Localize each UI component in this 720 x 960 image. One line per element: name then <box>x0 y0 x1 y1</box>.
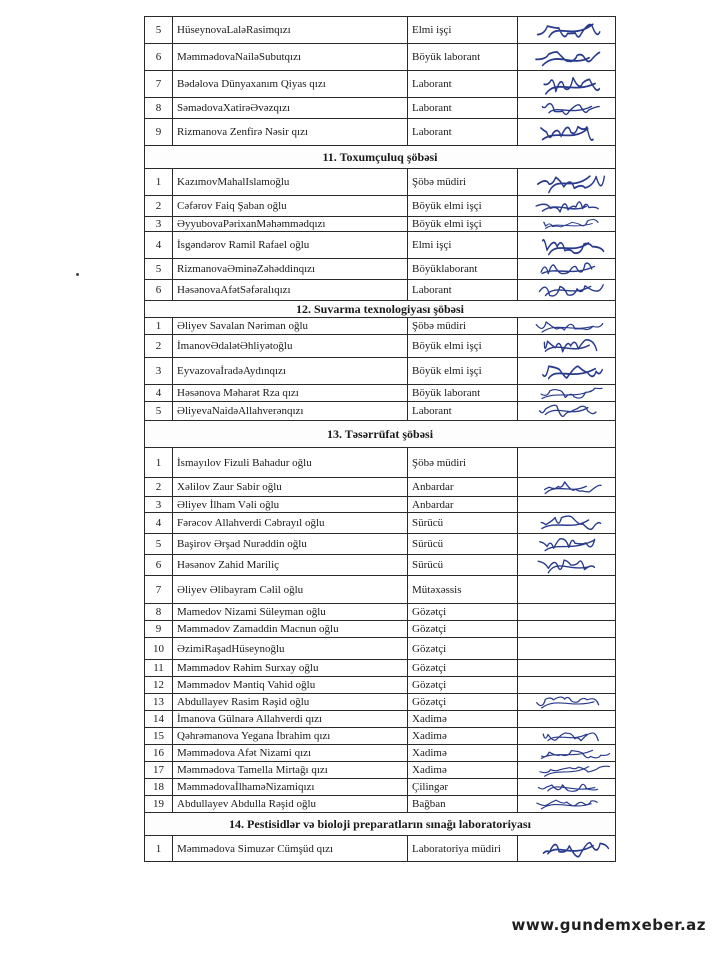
handwritten-signature <box>518 335 615 357</box>
employee-name: Həsənov Zahid Mariliç <box>173 555 408 576</box>
section-title: 11. Toxumçuluq şöbəsi <box>145 146 616 169</box>
employee-name: ƏyyubovaPərixanMəhəmmədqızı <box>173 217 408 232</box>
table-row <box>145 762 616 779</box>
signature-cell <box>518 259 616 280</box>
table-row <box>145 711 616 728</box>
table-row <box>145 534 616 555</box>
section-header-row <box>145 421 616 448</box>
position-title: Böyük elmi işçi <box>408 217 518 232</box>
position-title: Böyük laborant <box>408 44 518 71</box>
table-row <box>145 402 616 421</box>
employee-name: İmanova Gülnarə Allahverdi qızı <box>173 711 408 728</box>
employee-name: Bədəlova Dünyaxanım Qiyas qızı <box>173 71 408 98</box>
handwritten-signature <box>518 17 615 43</box>
employee-name: Məmmədov Rəhim Surxay oğlu <box>173 660 408 677</box>
row-number: 2 <box>145 335 173 358</box>
signature-cell <box>518 779 616 796</box>
signature-cell <box>518 745 616 762</box>
employee-name: Məmmədov Zamaddin Macnun oğlu <box>173 621 408 638</box>
position-title: Şöbə müdiri <box>408 318 518 335</box>
table-row <box>145 604 616 621</box>
row-number: 14 <box>145 711 173 728</box>
signature-cell <box>518 196 616 217</box>
row-number: 10 <box>145 638 173 660</box>
signature-cell <box>518 385 616 402</box>
row-number: 3 <box>145 358 173 385</box>
signature-cell <box>518 280 616 301</box>
position-title: Laboratoriya müdiri <box>408 836 518 862</box>
table-row <box>145 318 616 335</box>
position-title: Anbardar <box>408 497 518 513</box>
table-row <box>145 728 616 745</box>
table-row <box>145 796 616 813</box>
signature-cell <box>518 71 616 98</box>
employee-name: İmanovƏdalətƏhliyətoğlu <box>173 335 408 358</box>
employee-name: MəmmədovaNailəSubutqızı <box>173 44 408 71</box>
table-row <box>145 513 616 534</box>
row-number: 16 <box>145 745 173 762</box>
position-title: Gözətçi <box>408 660 518 677</box>
employee-name: ƏliyevaNaidəAllahverənqızı <box>173 402 408 421</box>
position-title: Böyük elmi işçi <box>408 335 518 358</box>
handwritten-signature <box>518 555 615 575</box>
table-row <box>145 677 616 694</box>
section-title: 14. Pestisidlər və bioloji preparatların sınağı laboratoriyası <box>145 813 616 836</box>
table-row <box>145 555 616 576</box>
signature-cell <box>518 17 616 44</box>
signature-cell <box>518 335 616 358</box>
table-row <box>145 836 616 862</box>
position-title: Gözətçi <box>408 621 518 638</box>
row-number: 1 <box>145 836 173 862</box>
signature-cell <box>518 402 616 421</box>
row-number: 18 <box>145 779 173 796</box>
handwritten-signature <box>518 259 615 279</box>
table-row <box>145 660 616 677</box>
section-header-row <box>145 146 616 169</box>
employee-name: ƏzimiRaşadHüseynoğlu <box>173 638 408 660</box>
signature-cell <box>518 98 616 119</box>
handwritten-signature <box>518 694 615 710</box>
signature-cell <box>518 660 616 677</box>
position-title: Laborant <box>408 71 518 98</box>
signature-cell <box>518 711 616 728</box>
position-title: Laborant <box>408 402 518 421</box>
table-row <box>145 17 616 44</box>
employee-name: RizmanovaƏminəZəhəddinqızı <box>173 259 408 280</box>
row-number: 7 <box>145 576 173 604</box>
table-row <box>145 232 616 259</box>
stray-ink-dot <box>76 273 79 276</box>
signature-cell <box>518 534 616 555</box>
position-title: Xadimə <box>408 711 518 728</box>
employee-name: Məmmədov Məntiq Vahid oğlu <box>173 677 408 694</box>
employee-name: Xəlilov Zaur Sabir oğlu <box>173 478 408 497</box>
handwritten-signature <box>518 119 615 145</box>
row-number: 6 <box>145 44 173 71</box>
row-number: 3 <box>145 497 173 513</box>
employee-name: Məmmədova Tamella Mirtağı qızı <box>173 762 408 779</box>
position-title: Sürücü <box>408 513 518 534</box>
table-row <box>145 44 616 71</box>
table-row <box>145 358 616 385</box>
signature-cell <box>518 318 616 335</box>
signature-cell <box>518 497 616 513</box>
table-row <box>145 497 616 513</box>
handwritten-signature <box>518 796 615 812</box>
handwritten-signature <box>518 44 615 70</box>
position-title: Bağban <box>408 796 518 813</box>
employee-name: Əliyev Əlibayram Cəlil oğlu <box>173 576 408 604</box>
row-number: 12 <box>145 677 173 694</box>
table-row <box>145 385 616 402</box>
handwritten-signature <box>518 217 615 231</box>
row-number: 5 <box>145 17 173 44</box>
row-number: 9 <box>145 621 173 638</box>
handwritten-signature <box>518 358 615 384</box>
staff-signature-table <box>144 16 616 862</box>
table-row <box>145 196 616 217</box>
employee-name: Məmmədova Simuzər Cümşüd qızı <box>173 836 408 862</box>
position-title: Xadimə <box>408 745 518 762</box>
position-title: Böyük elmi işçi <box>408 196 518 217</box>
row-number: 6 <box>145 280 173 301</box>
employee-name: Fərəcov Allahverdi Cəbrayıl oğlu <box>173 513 408 534</box>
position-title: Xadimə <box>408 728 518 745</box>
position-title: Çilingər <box>408 779 518 796</box>
table-row <box>145 98 616 119</box>
row-number: 8 <box>145 98 173 119</box>
row-number: 9 <box>145 119 173 146</box>
employee-name: Cəfərov Faiq Şaban oğlu <box>173 196 408 217</box>
position-title: Laborant <box>408 119 518 146</box>
row-number: 5 <box>145 534 173 555</box>
position-title: Sürücü <box>408 555 518 576</box>
table-body <box>145 17 616 862</box>
table-row <box>145 745 616 762</box>
handwritten-signature <box>518 402 615 420</box>
employee-name: Mamedov Nizami Süleyman oğlu <box>173 604 408 621</box>
signature-cell <box>518 119 616 146</box>
employee-name: KazımovMahalIslamoğlu <box>173 169 408 196</box>
row-number: 5 <box>145 402 173 421</box>
table-row <box>145 478 616 497</box>
row-number: 4 <box>145 513 173 534</box>
handwritten-signature <box>518 728 615 744</box>
employee-name: Abdullayev Abdulla Rəşid oğlu <box>173 796 408 813</box>
table-row <box>145 638 616 660</box>
position-title: Laborant <box>408 280 518 301</box>
position-title: Böyük laborant <box>408 385 518 402</box>
position-title: Anbardar <box>408 478 518 497</box>
row-number: 4 <box>145 385 173 402</box>
table-row <box>145 779 616 796</box>
position-title: Şöbə müdiri <box>408 169 518 196</box>
signature-cell <box>518 638 616 660</box>
row-number: 5 <box>145 259 173 280</box>
handwritten-signature <box>518 318 615 334</box>
signature-cell <box>518 448 616 478</box>
row-number: 11 <box>145 660 173 677</box>
position-title: Laborant <box>408 98 518 119</box>
position-title: Şöbə müdiri <box>408 448 518 478</box>
handwritten-signature <box>518 71 615 97</box>
handwritten-signature <box>518 534 615 554</box>
signature-cell <box>518 232 616 259</box>
row-number: 1 <box>145 318 173 335</box>
signature-cell <box>518 836 616 862</box>
handwritten-signature <box>518 513 615 533</box>
signature-cell <box>518 169 616 196</box>
employee-name: İsmayılov Fizuli Bahadur oğlu <box>173 448 408 478</box>
signature-cell <box>518 677 616 694</box>
position-title: Gözətçi <box>408 694 518 711</box>
row-number: 1 <box>145 169 173 196</box>
position-title: Böyüklaborant <box>408 259 518 280</box>
position-title: Sürücü <box>408 534 518 555</box>
signature-cell <box>518 358 616 385</box>
employee-name: HəsənovaAfətSəfəralıqızı <box>173 280 408 301</box>
handwritten-signature <box>518 232 615 258</box>
table-row <box>145 71 616 98</box>
row-number: 13 <box>145 694 173 711</box>
employee-name: EyvazovaİradəAydınqızı <box>173 358 408 385</box>
handwritten-signature <box>518 745 615 761</box>
row-number: 17 <box>145 762 173 779</box>
handwritten-signature <box>518 478 615 496</box>
signature-cell <box>518 513 616 534</box>
row-number: 8 <box>145 604 173 621</box>
handwritten-signature <box>518 196 615 216</box>
handwritten-signature <box>518 169 615 195</box>
position-title: Elmi işçi <box>408 17 518 44</box>
row-number: 2 <box>145 196 173 217</box>
handwritten-signature <box>518 779 615 795</box>
signature-cell <box>518 44 616 71</box>
signature-cell <box>518 621 616 638</box>
table-row <box>145 621 616 638</box>
employee-name: MəmmədovaİlhaməNizamiqızı <box>173 779 408 796</box>
table-row <box>145 169 616 196</box>
table-row <box>145 576 616 604</box>
row-number: 4 <box>145 232 173 259</box>
table-row <box>145 119 616 146</box>
signature-cell <box>518 762 616 779</box>
table-row <box>145 335 616 358</box>
handwritten-signature <box>518 280 615 300</box>
position-title: Xadimə <box>408 762 518 779</box>
signature-cell <box>518 576 616 604</box>
position-title: Böyük elmi işçi <box>408 358 518 385</box>
row-number: 7 <box>145 71 173 98</box>
position-title: Gözətçi <box>408 677 518 694</box>
signature-cell <box>518 478 616 497</box>
employee-name: Məmmədova Afət Nizami qızı <box>173 745 408 762</box>
employee-name: Abdullayev Rasim Rəşid oğlu <box>173 694 408 711</box>
employee-name: Həsənova Məharət Rza qızı <box>173 385 408 402</box>
row-number: 6 <box>145 555 173 576</box>
employee-name: Əliyev Savalan Nəriman oğlu <box>173 318 408 335</box>
table-row <box>145 217 616 232</box>
handwritten-signature <box>518 385 615 401</box>
signature-cell <box>518 217 616 232</box>
signature-cell <box>518 694 616 711</box>
table-row <box>145 259 616 280</box>
employee-name: İsgəndərov Ramil Rafael oğlu <box>173 232 408 259</box>
table-row <box>145 280 616 301</box>
signature-cell <box>518 728 616 745</box>
signature-cell <box>518 796 616 813</box>
handwritten-signature <box>518 98 615 118</box>
table-row <box>145 694 616 711</box>
employee-name: SəmədovaXatirəƏvəzqızı <box>173 98 408 119</box>
employee-name: Başirov Ərşad Nurəddin oğlu <box>173 534 408 555</box>
site-watermark: www.gundemxeber.az <box>511 916 706 934</box>
signature-cell <box>518 604 616 621</box>
row-number: 3 <box>145 217 173 232</box>
row-number: 1 <box>145 448 173 478</box>
section-header-row <box>145 813 616 836</box>
signature-cell <box>518 555 616 576</box>
section-title: 13. Təsərrüfat şöbəsi <box>145 421 616 448</box>
row-number: 15 <box>145 728 173 745</box>
section-header-row <box>145 301 616 318</box>
position-title: Mütəxəssis <box>408 576 518 604</box>
position-title: Gözətçi <box>408 638 518 660</box>
handwritten-signature <box>518 836 615 861</box>
employee-name: HüseynovaLaləRasimqızı <box>173 17 408 44</box>
table-row <box>145 448 616 478</box>
position-title: Elmi işçi <box>408 232 518 259</box>
employee-name: Əliyev İlham Vəli oğlu <box>173 497 408 513</box>
employee-name: Qəhrəmanova Yegana İbrahim qızı <box>173 728 408 745</box>
section-title: 12. Suvarma texnologiyası şöbəsi <box>145 301 616 318</box>
handwritten-signature <box>518 762 615 778</box>
position-title: Gözətçi <box>408 604 518 621</box>
employee-name: Rizmanova Zenfirə Nəsir qızı <box>173 119 408 146</box>
row-number: 2 <box>145 478 173 497</box>
row-number: 19 <box>145 796 173 813</box>
